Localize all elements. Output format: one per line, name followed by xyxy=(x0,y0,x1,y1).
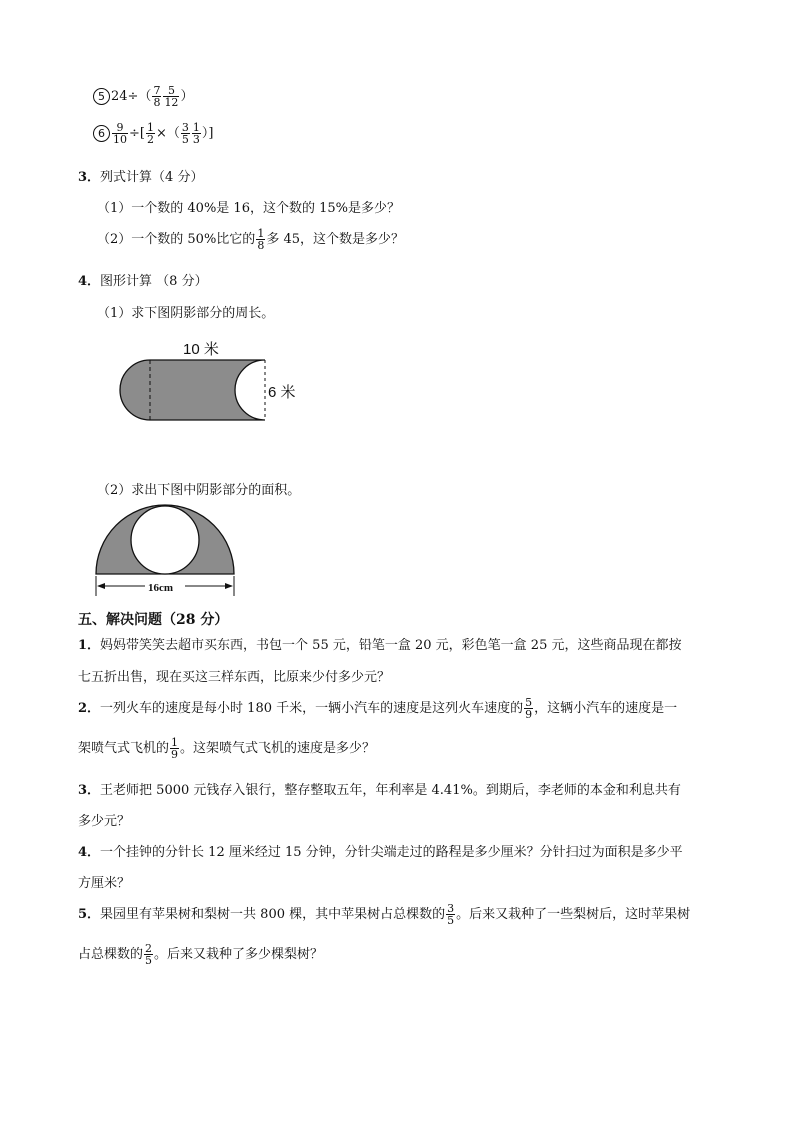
section5-heading: 五、解决问题（28 分） xyxy=(78,612,229,628)
section3-question-2: （2）一个数的 50%比它的 $\frac{1}{8}$ 多 45，这个数是多少？ xyxy=(97,227,404,252)
problem-3: 3．王老师把 5000 元钱存入银行，整存整取五年，年利率是 4.41%。到期后，李老师的本金和利息共有 xyxy=(78,783,681,798)
side-length-label: 6 米 xyxy=(268,384,296,401)
problem-3-line-2: 多少元？ xyxy=(78,814,131,829)
section4-heading xyxy=(78,270,208,289)
problem-4: 4．一个挂钟的分针长 12 厘米经过 15 分钟，分针尖端走过的路程是多少厘米？分针扫过为面积是多少平 xyxy=(78,845,683,860)
expr-lead: 24÷（ xyxy=(111,89,152,104)
problem-5-line-2: 占总棵数的 $\frac{2}{5}$ 。后来又栽种了多少棵梨树？ xyxy=(78,942,324,967)
fraction: $\frac{7}{8}$ xyxy=(153,84,161,109)
section3-heading xyxy=(78,166,203,185)
fraction: $\frac{2}{5}$ xyxy=(145,942,153,967)
problem-5: 5．果园里有苹果树和梨树一共 800 棵，其中苹果树占总棵数的 $\frac{3}{5}$ 。后来又栽种了一些梨树后，这时苹果树 xyxy=(78,902,691,927)
section4-question-1: （1）求下图阴影部分的周长。 xyxy=(97,306,275,321)
calc-item-5 xyxy=(93,85,193,108)
circled-number-5: 5 xyxy=(93,88,110,105)
shaded-region xyxy=(120,360,265,420)
arrow-left-icon xyxy=(97,583,105,589)
calc-item-6 xyxy=(93,122,213,145)
top-length-label: 10 米 xyxy=(183,341,219,358)
arrow-right-icon xyxy=(225,583,233,589)
fraction: $\frac{5}{9}$ xyxy=(525,696,533,721)
section-title: 图形计算 （8 分） xyxy=(100,274,208,289)
section-number: 3． xyxy=(78,170,101,185)
fraction: $\frac{3}{5}$ xyxy=(447,902,455,927)
problem-2: 2．一列火车的速度是每小时 180 千米，一辆小汽车的速度是这列火车速度的 $\frac{5}{9}$ ，这辆小汽车的速度是一 xyxy=(78,696,678,721)
expr-tail: ） xyxy=(180,89,194,104)
section3-question-1: （1）一个数的 40%是 16，这个数的 15%是多少？ xyxy=(97,201,400,216)
circled-number-6: 6 xyxy=(93,125,110,142)
section4-question-2: （2）求出下图中阴影部分的面积。 xyxy=(97,483,301,498)
problem-2-line-2: 架喷气式飞机的 $\frac{1}{9}$ 。这架喷气式飞机的速度是多少？ xyxy=(78,736,376,761)
fraction: $\frac{9}{10}$ xyxy=(113,121,127,146)
figure-shaded-area xyxy=(90,502,245,602)
inner-circle xyxy=(131,506,199,574)
fraction: $\frac{1}{2}$ xyxy=(146,121,154,146)
expr-tail: ）] xyxy=(201,126,214,141)
problem-4-line-2: 方厘米？ xyxy=(78,876,131,891)
figure-shaded-perimeter xyxy=(105,335,310,447)
fraction: $\frac{1}{3}$ xyxy=(192,121,200,146)
section-number: 4． xyxy=(78,274,101,289)
problem-1: 1．妈妈带笑笑去超市买东西，书包一个 55 元，铅笔一盒 20 元，彩色笔一盒 25 元，这些商品现在都按 xyxy=(78,638,682,653)
fraction: $\frac{3}{5}$ xyxy=(181,121,189,146)
diameter-label: 16cm xyxy=(148,582,174,594)
section-title: 列式计算（4 分） xyxy=(100,170,204,185)
fraction: $\frac{5}{12}$ xyxy=(164,84,179,109)
fraction: $\frac{1}{9}$ xyxy=(171,736,179,761)
fraction: $\frac{1}{8}$ xyxy=(257,227,265,252)
expr-op: ×（ xyxy=(155,126,180,141)
problem-1-line-2: 七五折出售，现在买这三样东西，比原来少付多少元？ xyxy=(78,670,391,685)
expr-op: ÷[ xyxy=(129,126,145,141)
